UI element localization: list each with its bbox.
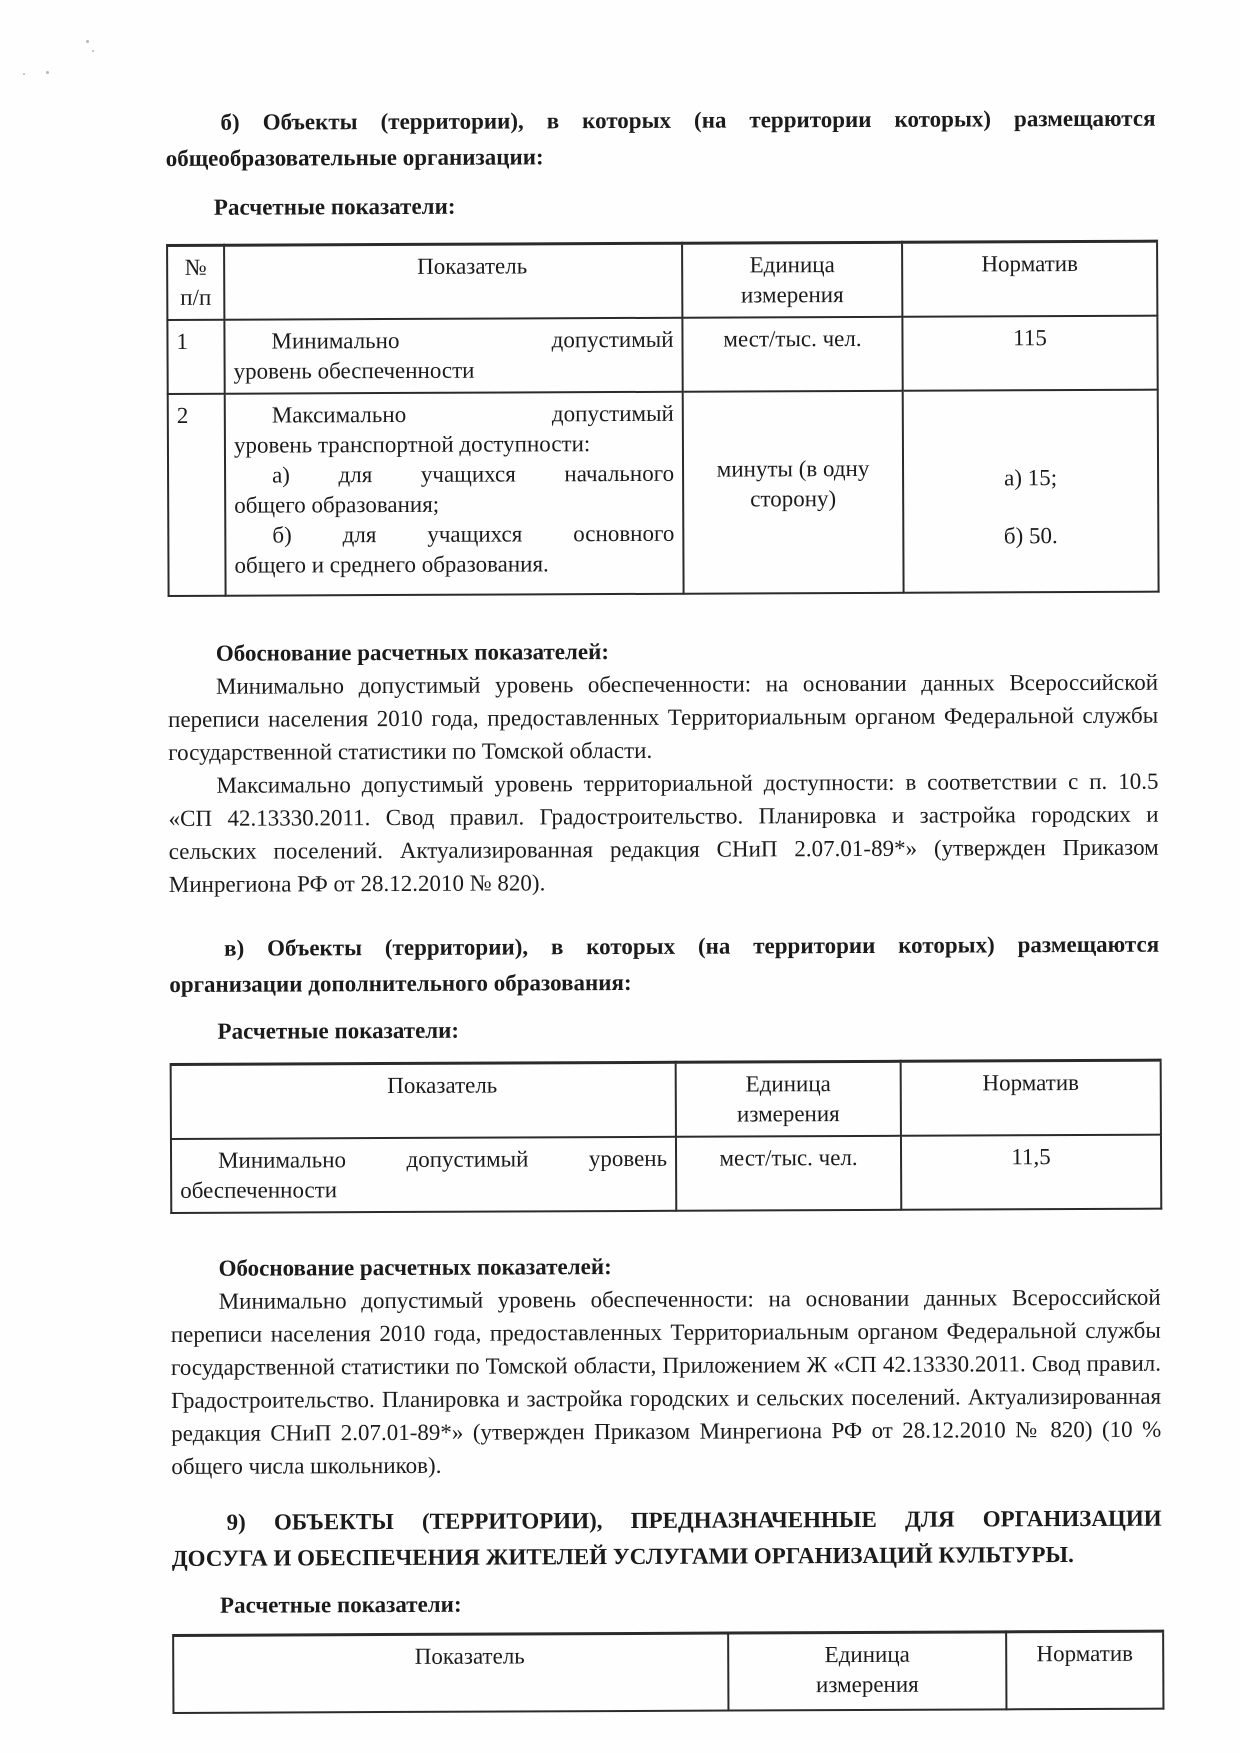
justification-label-v: Обоснование расчетных показателей: <box>218 1254 612 1281</box>
section-v-heading: в) Объекты (территории), в которых (на территории которых) размещаются организации дополнительного образования: <box>169 931 1160 997</box>
table-row <box>171 1135 1161 1213</box>
col-header-unit: Единица измерения <box>728 1632 1006 1710</box>
cell-line: общего и среднего образования. <box>234 551 549 578</box>
col-header-norm: Норматив <box>902 241 1157 317</box>
col-header-norm: Норматив <box>901 1060 1161 1136</box>
culture-indicators-table <box>172 1630 1164 1714</box>
norm-cell: 115 <box>902 316 1157 391</box>
unit-cell: минуты (в одну сторону) <box>683 391 904 594</box>
norm-cell <box>903 390 1159 593</box>
calc-indicators-label-9: Расчетные показатели: <box>219 1591 462 1618</box>
calc-indicators-label-v: Расчетные показатели: <box>217 1017 460 1044</box>
cell-line: уровень обеспеченности <box>233 357 475 384</box>
cell-line: а) для учащихся начального <box>272 460 675 488</box>
justification-paragraph-v1: Минимально допустимый уровень обеспеченности: на основании данных Всероссийской переписи населения 2010 года, предоставленных Территориальным органом Федеральной службы государственной статистики по Томской области, Приложением Ж «СП 42.13330.2011. Свод правил. Градостроительство. Планировка и застройка городских и сельских поселений. Актуализированная редакция СНиП 2.07.01-89*» (утвержден Приказом Минрегиона РФ от 28.12.2010 № 820) (10 % общего числа школьников). <box>170 1284 1162 1479</box>
section-b-heading: б) Объекты (территории), в которых (на территории которых) размещаются общеобразовательные организации: <box>165 105 1156 171</box>
heading-line: 9) ОБЪЕКТЫ (ТЕРРИТОРИИ), ПРЕДНАЗНАЧЕННЫЕ ДЛЯ ОРГАНИЗАЦИИ <box>226 1505 1162 1535</box>
cell-line: Минимально допустимый уровень <box>218 1145 668 1173</box>
justification-paragraph-b1: Минимально допустимый уровень обеспеченности: на основании данных Всероссийской переписи населения 2010 года, предоставленных Территориальным органом Федеральной службы государственной статистики по Томской области. <box>168 669 1159 765</box>
norm-value-a: а) 15; <box>1004 465 1058 491</box>
table-header-row <box>173 1631 1163 1712</box>
unit-cell: мест/тыс. чел. <box>676 1136 901 1211</box>
col-header-unit: Единица измерения <box>682 242 902 317</box>
cell-line: Минимально допустимый <box>271 326 674 354</box>
col-header-unit: Единица измерения <box>676 1061 901 1136</box>
cell-line: уровень транспортной доступности: <box>233 431 591 458</box>
table-row <box>168 390 1159 596</box>
table-header-row <box>171 1060 1161 1139</box>
cell-line: общего образования; <box>234 491 440 518</box>
justification-paragraph-b2: Максимально допустимый уровень территориальной доступности: в соответствии с п. 10.5 «СП 42.13330.2011. Свод правил. Градостроительство. Планировка и застройка городских и сельских поселений. Актуализированная редакция СНиП 2.07.01-89*» (утвержден Приказом Минрегиона РФ от 28.12.2010 № 820). <box>168 768 1159 897</box>
col-header-indicator: Показатель <box>224 243 682 319</box>
calc-indicators-label-b: Расчетные показатели: <box>213 193 456 220</box>
row-number-cell: 1 <box>167 320 224 394</box>
heading-line: ДОСУГА И ОБЕСПЕЧЕНИЯ ЖИТЕЛЕЙ УСЛУГАМИ ОРГАНИЗАЦИЙ КУЛЬТУРЫ. <box>171 1542 1074 1571</box>
norm-value-b: б) 50. <box>1003 523 1058 549</box>
cell-line: обеспеченности <box>180 1177 338 1203</box>
unit-cell: мест/тыс. чел. <box>682 317 902 392</box>
indicator-cell <box>225 392 684 596</box>
norm-cell: 11,5 <box>901 1135 1161 1210</box>
cell-line: Максимально допустимый <box>271 400 674 428</box>
school-indicators-table <box>166 240 1160 597</box>
col-header-indicator: Показатель <box>171 1062 676 1139</box>
section-9-heading <box>172 1501 1162 1577</box>
justification-label-b: Обоснование расчетных показателей: <box>215 639 610 666</box>
cell-line: б) для учащихся основного <box>272 520 675 548</box>
indicator-cell <box>224 318 682 394</box>
extra-education-table <box>170 1059 1163 1214</box>
table-header-row <box>167 241 1157 320</box>
col-header-indicator: Показатель <box>173 1633 728 1712</box>
row-number-cell: 2 <box>168 394 226 596</box>
col-header-num: № п/п <box>167 245 224 320</box>
col-header-norm: Норматив <box>1006 1631 1163 1709</box>
indicator-cell <box>171 1137 676 1213</box>
table-row <box>167 316 1157 394</box>
